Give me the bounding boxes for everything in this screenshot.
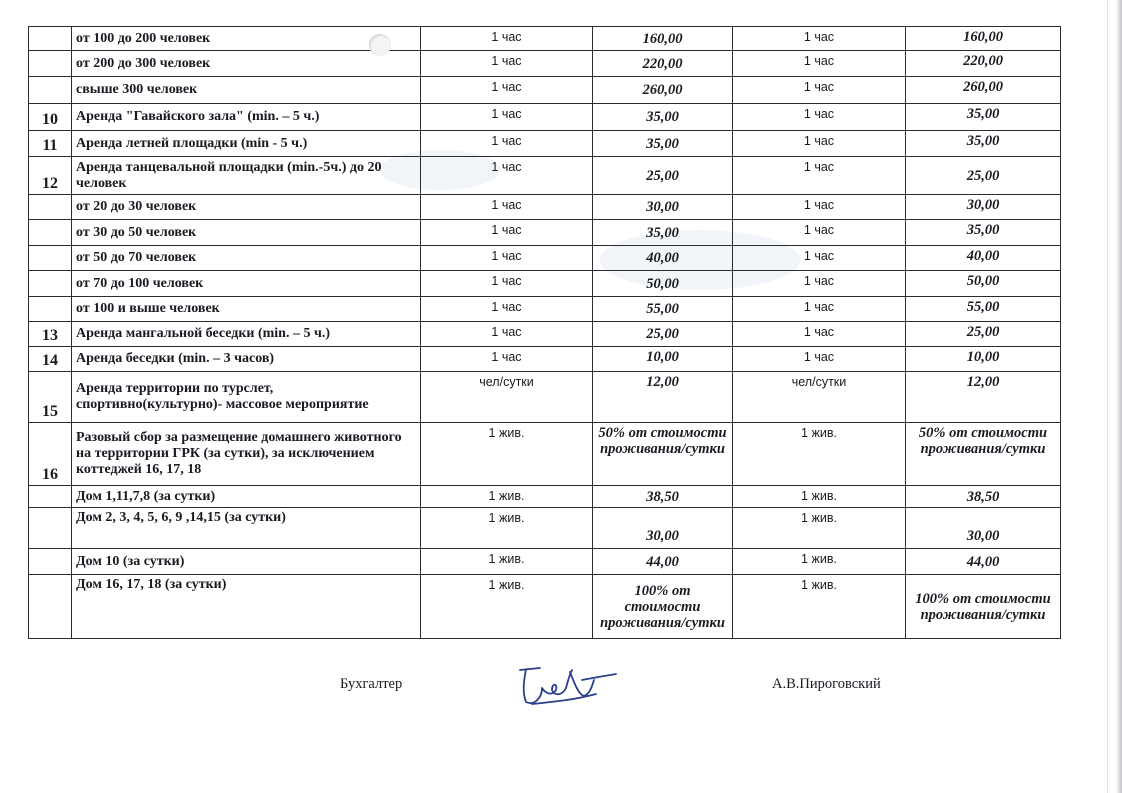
unit-cell: чел/сутки bbox=[421, 372, 593, 423]
price-cell: 10,00 bbox=[906, 347, 1061, 372]
price-cell: 260,00 bbox=[906, 77, 1061, 104]
unit-cell: 1 час bbox=[733, 322, 906, 347]
unit-cell: 1 час bbox=[421, 322, 593, 347]
price-cell: 50,00 bbox=[593, 271, 733, 297]
unit-cell: 1 жив. bbox=[733, 575, 906, 639]
table-row bbox=[29, 104, 1061, 131]
service-name: Дом 16, 17, 18 (за сутки) bbox=[72, 575, 421, 639]
unit-cell: 1 час bbox=[733, 77, 906, 104]
unit-cell: 1 час bbox=[421, 104, 593, 131]
table-row bbox=[29, 297, 1061, 322]
service-name: от 100 и выше человек bbox=[72, 297, 421, 322]
unit-cell: 1 час bbox=[421, 157, 593, 195]
table-row bbox=[29, 508, 1061, 549]
table-row bbox=[29, 271, 1061, 297]
unit-cell: 1 час bbox=[733, 271, 906, 297]
price-cell: 38,50 bbox=[593, 486, 733, 508]
price-cell: 44,00 bbox=[593, 549, 733, 575]
price-cell: 25,00 bbox=[593, 157, 733, 195]
unit-cell: 1 час bbox=[733, 51, 906, 77]
price-cell: 160,00 bbox=[593, 27, 733, 51]
service-name: от 20 до 30 человек bbox=[72, 195, 421, 220]
service-name: Аренда мангальной беседки (min. – 5 ч.) bbox=[72, 322, 421, 347]
price-cell: 10,00 bbox=[593, 347, 733, 372]
price-cell: 25,00 bbox=[593, 322, 733, 347]
price-cell: 25,00 bbox=[906, 157, 1061, 195]
price-cell: 100% от стоимости проживания/сутки bbox=[906, 575, 1061, 639]
row-number: 16 bbox=[29, 423, 72, 486]
table-row bbox=[29, 246, 1061, 271]
price-cell: 12,00 bbox=[906, 372, 1061, 423]
row-number bbox=[29, 297, 72, 322]
row-number: 10 bbox=[29, 104, 72, 131]
service-name: свыше 300 человек bbox=[72, 77, 421, 104]
unit-cell: чел/сутки bbox=[733, 372, 906, 423]
price-cell: 35,00 bbox=[593, 104, 733, 131]
service-name: от 50 до 70 человек bbox=[72, 246, 421, 271]
row-number bbox=[29, 575, 72, 639]
price-cell: 55,00 bbox=[593, 297, 733, 322]
row-number bbox=[29, 549, 72, 575]
row-number bbox=[29, 271, 72, 297]
row-number bbox=[29, 508, 72, 549]
row-number bbox=[29, 51, 72, 77]
price-cell: 25,00 bbox=[906, 322, 1061, 347]
price-cell: 30,00 bbox=[593, 508, 733, 549]
price-table-body bbox=[29, 27, 1061, 639]
service-name: Аренда территории по турслет, спортивно(культурно)- массовое мероприятие bbox=[72, 372, 421, 423]
unit-cell: 1 час bbox=[421, 131, 593, 157]
price-cell: 50% от стоимости проживания/сутки bbox=[906, 423, 1061, 486]
unit-cell: 1 час bbox=[421, 51, 593, 77]
table-row bbox=[29, 423, 1061, 486]
service-name: Дом 1,11,7,8 (за сутки) bbox=[72, 486, 421, 508]
unit-cell: 1 жив. bbox=[421, 508, 593, 549]
price-cell: 44,00 bbox=[906, 549, 1061, 575]
unit-cell: 1 час bbox=[733, 297, 906, 322]
table-row bbox=[29, 372, 1061, 423]
price-cell: 55,00 bbox=[906, 297, 1061, 322]
unit-cell: 1 час bbox=[421, 246, 593, 271]
row-number bbox=[29, 27, 72, 51]
price-cell: 30,00 bbox=[906, 508, 1061, 549]
scan-edge-line bbox=[1107, 0, 1108, 793]
unit-cell: 1 жив. bbox=[733, 549, 906, 575]
price-cell: 220,00 bbox=[593, 51, 733, 77]
table-row bbox=[29, 575, 1061, 639]
unit-cell: 1 жив. bbox=[733, 486, 906, 508]
unit-cell: 1 жив. bbox=[421, 423, 593, 486]
price-cell: 220,00 bbox=[906, 51, 1061, 77]
unit-cell: 1 жив. bbox=[733, 508, 906, 549]
service-name: от 100 до 200 человек bbox=[72, 27, 421, 51]
price-cell: 50% от стоимости проживания/сутки bbox=[593, 423, 733, 486]
service-name: Разовый сбор за размещение домашнего животного на территории ГРК (за сутки), за исключением коттеджей 16, 17, 18 bbox=[72, 423, 421, 486]
signature bbox=[512, 660, 622, 710]
table-row bbox=[29, 77, 1061, 104]
table-row bbox=[29, 195, 1061, 220]
unit-cell: 1 жив. bbox=[421, 549, 593, 575]
table-row bbox=[29, 51, 1061, 77]
price-cell: 260,00 bbox=[593, 77, 733, 104]
row-number bbox=[29, 195, 72, 220]
table-row bbox=[29, 27, 1061, 51]
service-name: Аренда танцевальной площадки (min.-5ч.) до 20 человек bbox=[72, 157, 421, 195]
row-number: 11 bbox=[29, 131, 72, 157]
price-table bbox=[28, 26, 1061, 639]
unit-cell: 1 час bbox=[733, 195, 906, 220]
row-number bbox=[29, 77, 72, 104]
row-number bbox=[29, 220, 72, 246]
price-cell: 38,50 bbox=[906, 486, 1061, 508]
punch-hole bbox=[369, 34, 391, 56]
unit-cell: 1 жив. bbox=[421, 486, 593, 508]
table-row bbox=[29, 486, 1061, 508]
price-cell: 160,00 bbox=[906, 27, 1061, 51]
unit-cell: 1 час bbox=[733, 104, 906, 131]
unit-cell: 1 час bbox=[421, 297, 593, 322]
service-name: Аренда летней площадки (min - 5 ч.) bbox=[72, 131, 421, 157]
price-cell: 35,00 bbox=[593, 220, 733, 246]
unit-cell: 1 час bbox=[733, 27, 906, 51]
unit-cell: 1 час bbox=[733, 246, 906, 271]
price-cell: 100% от стоимости проживания/сутки bbox=[593, 575, 733, 639]
price-cell: 30,00 bbox=[906, 195, 1061, 220]
row-number: 15 bbox=[29, 372, 72, 423]
accountant-label: Бухгалтер bbox=[340, 676, 403, 692]
unit-cell: 1 час bbox=[733, 347, 906, 372]
service-name: Дом 10 (за сутки) bbox=[72, 549, 421, 575]
unit-cell: 1 час bbox=[733, 157, 906, 195]
unit-cell: 1 час bbox=[421, 347, 593, 372]
unit-cell: 1 час bbox=[421, 220, 593, 246]
row-number bbox=[29, 246, 72, 271]
row-number bbox=[29, 486, 72, 508]
price-cell: 35,00 bbox=[906, 104, 1061, 131]
price-cell: 40,00 bbox=[906, 246, 1061, 271]
unit-cell: 1 час bbox=[421, 271, 593, 297]
price-cell: 35,00 bbox=[593, 131, 733, 157]
table-row bbox=[29, 157, 1061, 195]
accountant-name: А.В.Пироговский bbox=[772, 676, 881, 692]
price-cell: 50,00 bbox=[906, 271, 1061, 297]
row-number: 12 bbox=[29, 157, 72, 195]
price-cell: 12,00 bbox=[593, 372, 733, 423]
price-cell: 40,00 bbox=[593, 246, 733, 271]
unit-cell: 1 час bbox=[733, 131, 906, 157]
unit-cell: 1 час bbox=[733, 220, 906, 246]
service-name: от 30 до 50 человек bbox=[72, 220, 421, 246]
unit-cell: 1 час bbox=[421, 27, 593, 51]
scan-edge-shadow bbox=[1116, 0, 1122, 793]
price-cell: 30,00 bbox=[593, 195, 733, 220]
service-name: Дом 2, 3, 4, 5, 6, 9 ,14,15 (за сутки) bbox=[72, 508, 421, 549]
unit-cell: 1 час bbox=[421, 195, 593, 220]
service-name: Аренда "Гавайского зала" (min. – 5 ч.) bbox=[72, 104, 421, 131]
table-row bbox=[29, 220, 1061, 246]
service-name: от 200 до 300 человек bbox=[72, 51, 421, 77]
service-name: от 70 до 100 человек bbox=[72, 271, 421, 297]
row-number: 14 bbox=[29, 347, 72, 372]
unit-cell: 1 час bbox=[421, 77, 593, 104]
table-row bbox=[29, 347, 1061, 372]
unit-cell: 1 жив. bbox=[421, 575, 593, 639]
price-cell: 35,00 bbox=[906, 131, 1061, 157]
row-number: 13 bbox=[29, 322, 72, 347]
table-row bbox=[29, 131, 1061, 157]
unit-cell: 1 жив. bbox=[733, 423, 906, 486]
price-cell: 35,00 bbox=[906, 220, 1061, 246]
service-name: Аренда беседки (min. – 3 часов) bbox=[72, 347, 421, 372]
table-row bbox=[29, 322, 1061, 347]
table-row bbox=[29, 549, 1061, 575]
